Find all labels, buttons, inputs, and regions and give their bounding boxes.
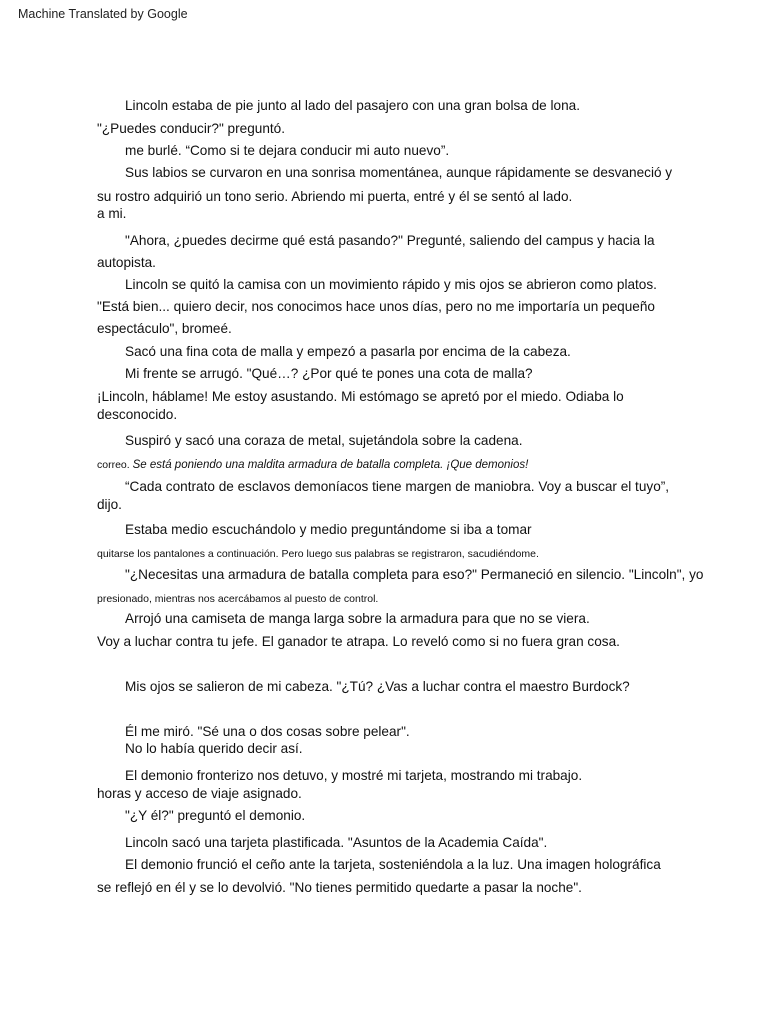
text-line: quitarse los pantalones a continuación. Pero luego sus palabras se registraron, sacudiéndome. xyxy=(97,548,539,560)
text-line: me burlé. “Como si te dejara conducir mi auto nuevo”. xyxy=(125,143,450,158)
text-line: Lincoln estaba de pie junto al lado del pasajero con una gran bolsa de lona. xyxy=(125,98,580,113)
text-line: ¡Lincoln, háblame! Me estoy asustando. Mi estómago se apretó por el miedo. Odiaba lo xyxy=(97,389,624,404)
text-line: Mis ojos se salieron de mi cabeza. "¿Tú? ¿Vas a luchar contra el maestro Burdock? xyxy=(125,679,630,694)
text-line: Sacó una fina cota de malla y empezó a pasarla por encima de la cabeza. xyxy=(125,344,571,359)
text-line xyxy=(97,457,528,473)
text-line: “Cada contrato de esclavos demoníacos tiene margen de maniobra. Voy a buscar el tuyo”, xyxy=(125,479,670,494)
text-line: desconocido. xyxy=(97,407,178,422)
text-line: "¿Puedes conducir?" preguntó. xyxy=(97,121,285,136)
text-line: El demonio fronterizo nos detuvo, y mostré mi tarjeta, mostrando mi trabajo. xyxy=(125,768,583,783)
text-line: Él me miró. "Sé una o dos cosas sobre pelear". xyxy=(125,724,410,739)
text-line-start: correo. xyxy=(97,459,130,471)
text-line: Sus labios se curvaron en una sonrisa momentánea, aunque rápidamente se desvaneció y xyxy=(125,165,673,180)
translation-banner: Machine Translated by Google xyxy=(18,7,188,21)
text-line: "¿Y él?" preguntó el demonio. xyxy=(125,808,306,823)
text-line: presionado, mientras nos acercábamos al puesto de control. xyxy=(97,593,379,605)
text-line: No lo había querido decir así. xyxy=(125,741,303,756)
text-line: autopista. xyxy=(97,255,156,270)
text-line: espectáculo", bromeé. xyxy=(97,321,232,336)
text-line: horas y acceso de viaje asignado. xyxy=(97,786,302,801)
text-line: El demonio frunció el ceño ante la tarjeta, sosteniéndola a la luz. Una imagen holográfica xyxy=(125,857,661,872)
italic-text: Se está poniendo una maldita armadura de batalla completa. ¡Que demonios! xyxy=(132,459,529,471)
text-line: Arrojó una camiseta de manga larga sobre la armadura para que no se viera. xyxy=(125,611,590,626)
text-line: "Ahora, ¿puedes decirme qué está pasando?" Pregunté, saliendo del campus y hacia la xyxy=(125,233,655,248)
text-line: Suspiró y sacó una coraza de metal, sujetándola sobre la cadena. xyxy=(125,433,523,448)
text-line: "¿Necesitas una armadura de batalla completa para eso?" Permaneció en silencio. "Lincoln", yo xyxy=(125,567,704,582)
text-line: Lincoln se quitó la camisa con un movimiento rápido y mis ojos se abrieron como platos. xyxy=(125,277,657,292)
text-line: dijo. xyxy=(97,497,122,512)
text-line: su rostro adquirió un tono serio. Abriendo mi puerta, entré y él se sentó al lado. xyxy=(97,189,573,204)
text-line: Lincoln sacó una tarjeta plastificada. "Asuntos de la Academia Caída". xyxy=(125,835,548,850)
text-line: "Está bien... quiero decir, nos conocimos hace unos días, pero no me importaría un pequeño xyxy=(97,299,655,314)
text-line: a mi. xyxy=(97,206,127,221)
text-line: Mi frente se arrugó. "Qué…? ¿Por qué te pones una cota de malla? xyxy=(125,366,533,381)
text-line: se reflejó en él y se lo devolvió. "No tienes permitido quedarte a pasar la noche". xyxy=(97,880,582,895)
text-line: Estaba medio escuchándolo y medio preguntándome si iba a tomar xyxy=(125,522,532,537)
text-line: Voy a luchar contra tu jefe. El ganador te atrapa. Lo reveló como si no fuera gran cosa. xyxy=(97,634,620,649)
